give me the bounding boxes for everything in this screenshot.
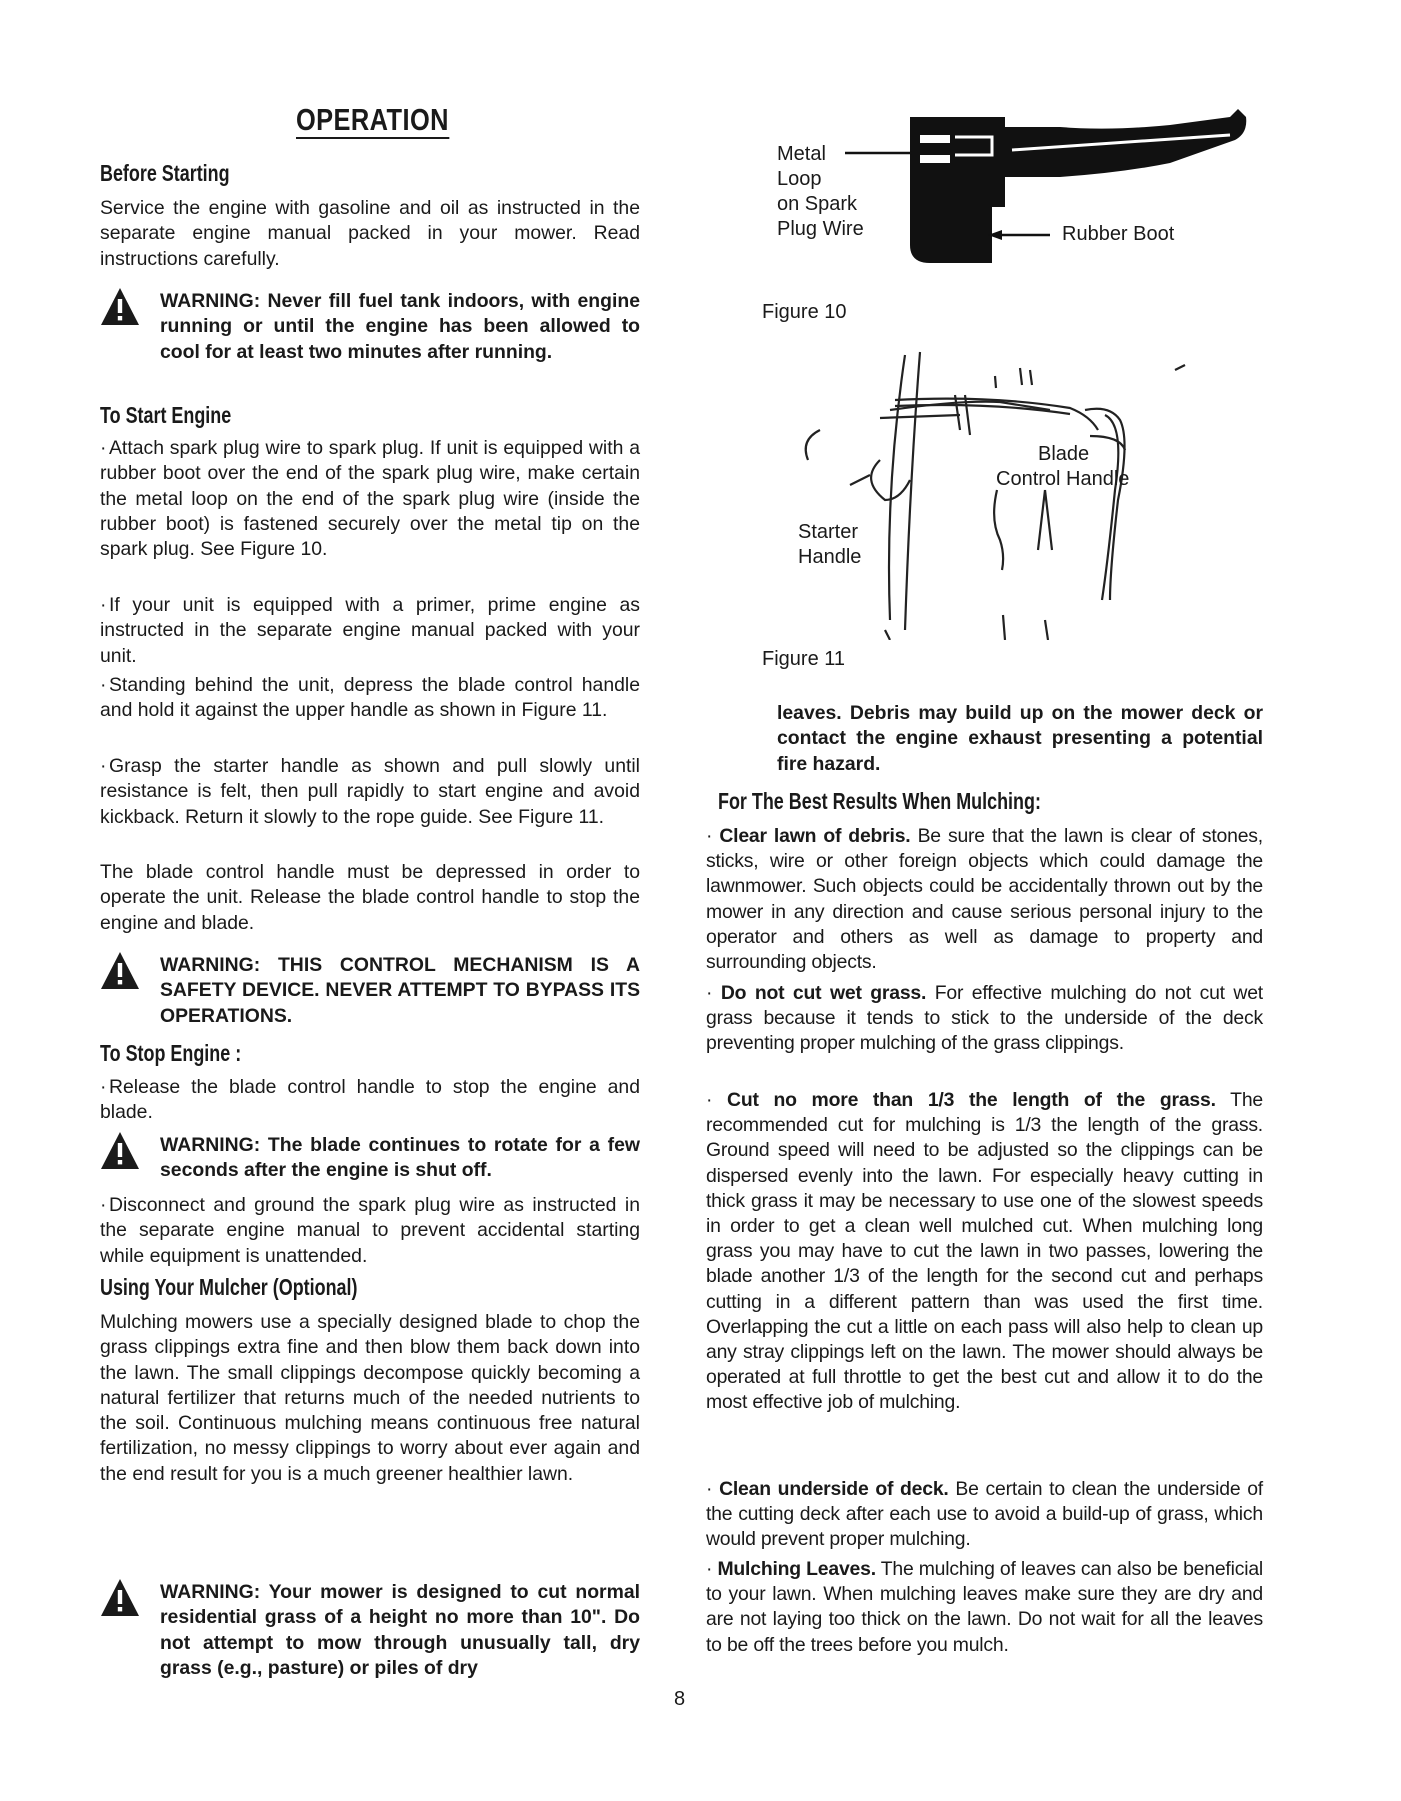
warning-fuel (100, 289, 640, 393)
warning-triangle-icon (100, 1131, 140, 1171)
figure11-caption: Figure 11 (762, 648, 846, 670)
list-item-mulching-leaves: · Mulching Leaves. The mulching of leaves can also be beneficial to your lawn. When mulching leaves make sure they are dry and are not laying too thick on the lawn. Do not wait for all the leaves to be off the trees before you mulch. (706, 1558, 1264, 1656)
heading-start-engine: To Start Engine (100, 402, 232, 428)
warning-triangle-icon (100, 1578, 140, 1618)
blade-control-text: The blade control handle must be depressed in order to operate the unit. Release the blade control handle to stop the engine and blade. (100, 861, 640, 934)
figure11-label-blade: Blade Control Handle (996, 443, 1130, 490)
list-item-stop-2: · Disconnect and ground the spark plug wire as instructed in the separate engine manual to prevent accidental starting while equipment is unattended. (100, 1194, 640, 1267)
before-starting-text: Service the engine with gasoline and oil as instructed in the separate engine manual packed in your mower. Read instructions carefully. (100, 197, 640, 270)
warning-grass-text: WARNING: Your mower is designed to cut normal residential grass of a height no more than 10". Do not attempt to mow through unusually tall, dry grass (e.g., pasture) or piles of dry (160, 1581, 640, 1679)
list-item-start-3: · Standing behind the unit, depress the blade control handle and hold it against the upper handle as shown in Figure 11. (100, 674, 640, 722)
list-item-clear-lawn: · Clear lawn of debris. Be sure that the lawn is clear of stones, sticks, wire or other foreign objects which could damage the lawnmower. Such objects could be accidentally thrown out by the mower in any direction and cause serious personal injury to the operator and others as well as damage to property and surrounding objects. (706, 825, 1263, 974)
heading-mulcher: Using Your Mulcher (Optional) (100, 1274, 358, 1300)
warning-blade-text: WARNING: The blade continues to rotate for a few seconds after the engine is shut off. (160, 1134, 640, 1182)
heading-stop-engine: To Stop Engine : (100, 1040, 242, 1066)
list-item-stop-1: · Release the blade control handle to stop the engine and blade. (100, 1076, 640, 1124)
mulcher-text: Mulching mowers use a specially designed blade to chop the grass clippings extra fine and then blow them back down into the lawn. The small clippings decompose quickly becoming a natural fertilizer that returns much of the needed nutrients to the soil. Continuous mulching means continuous free natural fertilization, no messy clippings to worry about ever again and the end result for you is a much greener healthier lawn. (100, 1311, 640, 1485)
figure11-label-starter: Starter Handle (798, 521, 862, 568)
warning-triangle-icon (100, 287, 140, 327)
list-item-clean-deck: · Clean underside of deck. Be certain to clean the underside of the cutting deck after each use to avoid a build-up of grass, which would prevent proper mulching. (706, 1478, 1263, 1551)
warning-triangle-icon (100, 951, 140, 991)
figure10-label-boot: Rubber Boot (1062, 223, 1175, 245)
page-number: 8 (674, 1688, 686, 1710)
list-item-start-4: · Grasp the starter handle as shown and pull slowly until resistance is felt, then pull rapidly to start engine and avoid kickback. Return it slowly to the rope guide. See Figure 11. (100, 755, 640, 828)
warning-safety-device (100, 953, 640, 1031)
warning-safety-text: WARNING: THIS CONTROL MECHANISM IS A SAFETY DEVICE. NEVER ATTEMPT TO BYPASS ITS OPERATIONS. (160, 954, 640, 1027)
list-item-one-third: · Cut no more than 1/3 the length of the grass. The recommended cut for mulching is 1/3 the length of the grass. Ground speed will need to be adjusted so the clippings can be dispersed evenly into the lawn. For especially heavy cutting in thick grass it may be necessary to use one of the slowest speeds in order to get a clean well mulched cut. When mulching long grass you may have to cut the lawn in two passes, lowering the blade another 1/3 of the length for the second cut and perhaps cutting in a different pattern than was used the first time. Overlapping the cut a little on each pass will also help to clean up any stray clippings left on the lawn. The mower should always be operated at full throttle to get the best cut and allow it to do the most effective job of mulching. (706, 1089, 1263, 1414)
heading-best-results: For The Best Results When Mulching: (718, 788, 1041, 814)
list-item-wet-grass: · Do not cut wet grass. For effective mulching do not cut wet grass because it tends to stick to the underside of the deck preventing proper mulching of the grass clippings. (706, 982, 1263, 1055)
warning-blade-rotate (100, 1133, 640, 1185)
warning-grass-height (100, 1580, 640, 1684)
figure10-label-loop: Metal Loop on Spark Plug Wire (777, 143, 864, 240)
figure10-caption: Figure 10 (762, 301, 847, 323)
warning-grass-height-continued: leaves. Debris may build up on the mower deck or contact the engine exhaust presenting a potential fire hazard. (777, 702, 1263, 775)
list-item-start-2: · If your unit is equipped with a primer, prime engine as instructed in the separate engine manual packed with your unit. (100, 594, 640, 667)
page-title: OPERATION (296, 102, 449, 137)
heading-before-starting: Before Starting (100, 160, 230, 186)
warning-fuel-text: WARNING: Never fill fuel tank indoors, with engine running or until the engine has been allowed to cool for at least two minutes after running. (160, 290, 640, 363)
list-item-start-1: · Attach spark plug wire to spark plug. If unit is equipped with a rubber boot over the end of the spark plug wire, make certain the metal loop on the end of the spark plug wire (inside the rubber boot) is fastened securely over the metal tip on the spark plug. See Figure 10. (100, 437, 640, 561)
